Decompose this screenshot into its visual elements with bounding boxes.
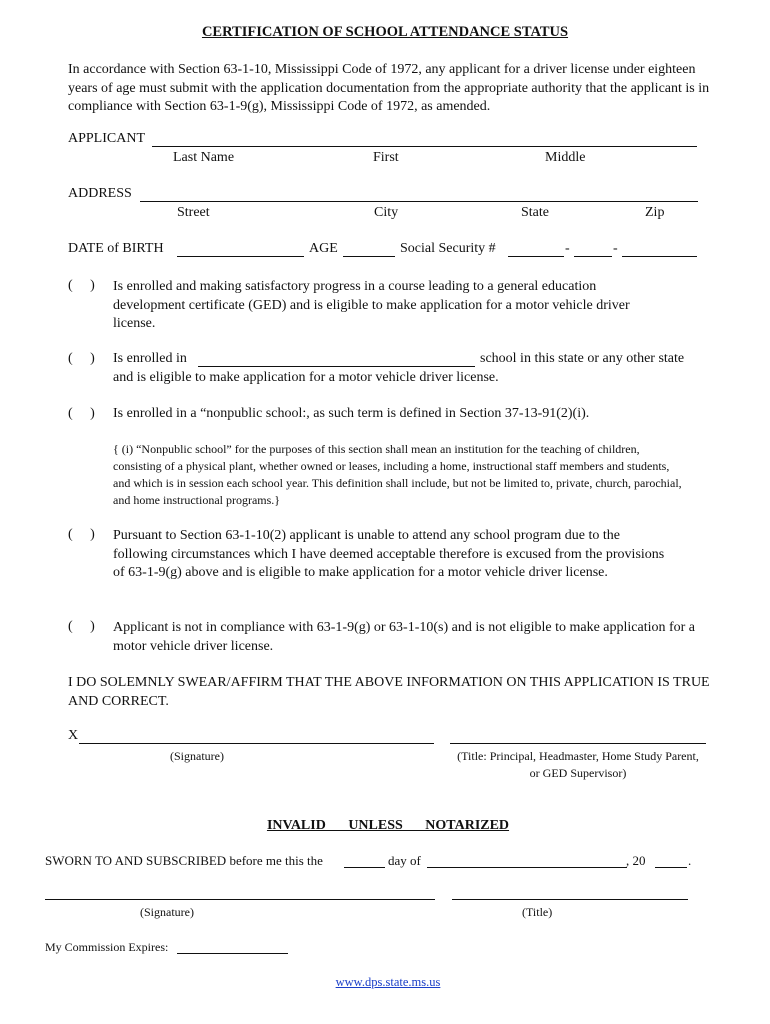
sworn-year-prefix: , 20 xyxy=(626,853,646,868)
option-excused: Pursuant to Section 63-1-10(2) applicant is unable to attend any school program due to the following circumstances which I have deemed acceptable therefore is excused from the provisions of 63-1-9(g) above and is eligible to make application for a motor vehicle driver license. xyxy=(113,528,665,580)
option-ged: Is enrolled and making satisfactory progress in a course leading to a general education development certificate (GED) and is eligible to make application for a motor vehicle driver license. xyxy=(113,279,630,331)
applicant-field[interactable] xyxy=(152,146,697,147)
sworn-period: . xyxy=(688,853,692,868)
dob-label: DATE of BIRTH xyxy=(68,241,164,256)
school-name-field[interactable] xyxy=(198,366,475,367)
commission-label: My Commission Expires: xyxy=(45,940,169,954)
sworn-text: SWORN TO AND SUBSCRIBED before me this the xyxy=(45,853,323,868)
website-link[interactable]: www.dps.state.ms.us xyxy=(335,975,441,989)
address-field[interactable] xyxy=(140,201,698,202)
checkbox-ged[interactable]: ( ) xyxy=(68,278,95,293)
option-nonpublic: Is enrolled in a “nonpublic school:, as such term is defined in Section 37-13-91(2)(i). xyxy=(113,406,590,421)
option-enrolled-line2: and is eligible to make application for a motor vehicle driver license. xyxy=(113,370,499,385)
sworn-day-field[interactable] xyxy=(344,867,385,868)
zip-caption: Zip xyxy=(645,205,665,220)
ssn-field-part1[interactable] xyxy=(508,256,564,257)
ssn-field-part2[interactable] xyxy=(574,256,612,257)
checkbox-nonpublic[interactable]: ( ) xyxy=(68,406,95,421)
option-enrolled-pre: Is enrolled in xyxy=(113,351,187,366)
first-name-caption: First xyxy=(373,150,399,165)
sworn-month-field[interactable] xyxy=(427,867,627,868)
checkbox-enrolled[interactable]: ( ) xyxy=(68,351,95,366)
title-caption-line1: (Title: Principal, Headmaster, Home Study Parent, xyxy=(457,749,699,763)
city-caption: City xyxy=(374,205,399,220)
notary-signature-caption: (Signature) xyxy=(140,905,194,919)
applicant-label: APPLICANT xyxy=(68,131,146,146)
ssn-label: Social Security # xyxy=(400,241,496,256)
address-label: ADDRESS xyxy=(68,186,132,201)
last-name-caption: Last Name xyxy=(173,150,235,165)
signature-caption: (Signature) xyxy=(170,749,224,763)
signature-x: X xyxy=(68,728,79,743)
age-field[interactable] xyxy=(343,256,395,257)
sworn-day-of: day of xyxy=(388,853,421,868)
dob-field[interactable] xyxy=(177,256,304,257)
street-caption: Street xyxy=(177,205,210,220)
option-enrolled-post: school in this state or any other state xyxy=(480,351,685,366)
age-label: AGE xyxy=(309,241,338,256)
sworn-year-field[interactable] xyxy=(655,867,687,868)
notarize-warning: INVALID UNLESS NOTARIZED xyxy=(266,818,510,833)
notary-title-field[interactable] xyxy=(452,899,688,900)
checkbox-excused[interactable]: ( ) xyxy=(68,527,95,542)
checkbox-not-compliant[interactable]: ( ) xyxy=(68,619,95,634)
intro-paragraph: In accordance with Section 63-1-10, Mississippi Code of 1972, any applicant for a driver license under eighteen years of age must submit with the application documentation from the appropriate authority that the applicant is in compliance with Section 63-1-9(g), Mississippi Code of 1972, as amended. xyxy=(68,62,710,114)
option-not-compliant: Applicant is not in compliance with 63-1-9(g) or 63-1-10(s) and is not eligible to make application for a motor vehicle driver license. xyxy=(113,620,696,654)
page-title: CERTIFICATION OF SCHOOL ATTENDANCE STATUS xyxy=(201,24,569,40)
applicant-signature-field[interactable] xyxy=(79,743,434,744)
authority-title-field[interactable] xyxy=(450,743,706,744)
ssn-field-part3[interactable] xyxy=(622,256,697,257)
ssn-dash-1: - xyxy=(565,241,570,256)
nonpublic-definition-note: { (i) “Nonpublic school” for the purposes of this section shall mean an institution for the teaching of children, consisting of a physical plant, whether owned or leases, including a home, instructional staff members and students, and which is in session each school year. This definition shall include, but not be limited to, private, church, parochial, and home instructional programs.} xyxy=(113,442,682,507)
title-caption-line2: or GED Supervisor) xyxy=(529,766,627,780)
middle-name-caption: Middle xyxy=(545,150,586,165)
state-caption: State xyxy=(521,205,549,220)
notary-title-caption: (Title) xyxy=(522,905,553,919)
commission-expiry-field[interactable] xyxy=(177,953,288,954)
oath-statement: I DO SOLEMNLY SWEAR/AFFIRM THAT THE ABOVE INFORMATION ON THIS APPLICATION IS TRUE AND CORRECT. xyxy=(68,675,710,709)
notary-signature-field[interactable] xyxy=(45,899,435,900)
ssn-dash-2: - xyxy=(613,241,618,256)
